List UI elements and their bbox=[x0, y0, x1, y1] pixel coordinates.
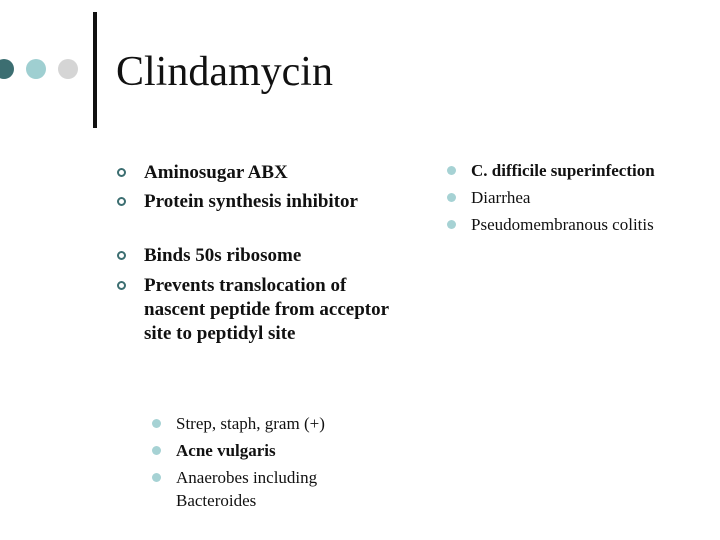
bullet-text: Strep, staph, gram (+) bbox=[176, 414, 325, 433]
sub-bullet-list bbox=[152, 412, 392, 516]
bullet-text: Protein synthesis inhibitor bbox=[144, 191, 358, 212]
list-item bbox=[117, 190, 397, 214]
bullet-text: Pseudomembranous colitis bbox=[471, 215, 654, 234]
bullet-text: Aminosugar ABX bbox=[144, 162, 288, 183]
bullet-text: Diarrhea bbox=[471, 188, 531, 207]
filled-bullet-icon bbox=[152, 419, 161, 428]
filled-bullet-icon bbox=[447, 220, 456, 229]
bullet-text: Anaerobes including Bacteroides bbox=[176, 468, 318, 510]
list-item bbox=[447, 186, 707, 209]
list-item bbox=[447, 159, 707, 182]
bullet-text: Prevents translocation of nascent peptide from acceptor site to peptidyl site bbox=[144, 275, 389, 344]
filled-bullet-icon bbox=[447, 166, 456, 175]
slide-title: Clindamycin bbox=[116, 49, 333, 95]
hollow-bullet-icon bbox=[117, 168, 126, 177]
list-item bbox=[447, 213, 707, 236]
light-teal-dot-icon bbox=[26, 59, 46, 79]
dark-teal-dot-icon bbox=[0, 59, 14, 79]
list-item bbox=[152, 412, 392, 435]
decorative-dots bbox=[0, 59, 86, 83]
title-divider bbox=[93, 12, 97, 128]
list-item bbox=[117, 244, 397, 268]
filled-bullet-icon bbox=[447, 193, 456, 202]
list-item bbox=[117, 274, 397, 346]
list-item bbox=[152, 466, 392, 512]
hollow-bullet-icon bbox=[117, 281, 126, 290]
filled-bullet-icon bbox=[152, 473, 161, 482]
list-item bbox=[152, 439, 392, 462]
gray-dot-icon bbox=[58, 59, 78, 79]
main-bullet-list bbox=[117, 161, 397, 346]
hollow-bullet-icon bbox=[117, 251, 126, 260]
bullet-text: Binds 50s ribosome bbox=[144, 245, 302, 266]
list-item bbox=[117, 161, 397, 185]
bullet-text: Acne vulgaris bbox=[176, 441, 276, 460]
right-bullet-list bbox=[447, 159, 707, 240]
hollow-bullet-icon bbox=[117, 197, 126, 206]
bullet-text: C. difficile superinfection bbox=[471, 161, 655, 180]
filled-bullet-icon bbox=[152, 446, 161, 455]
